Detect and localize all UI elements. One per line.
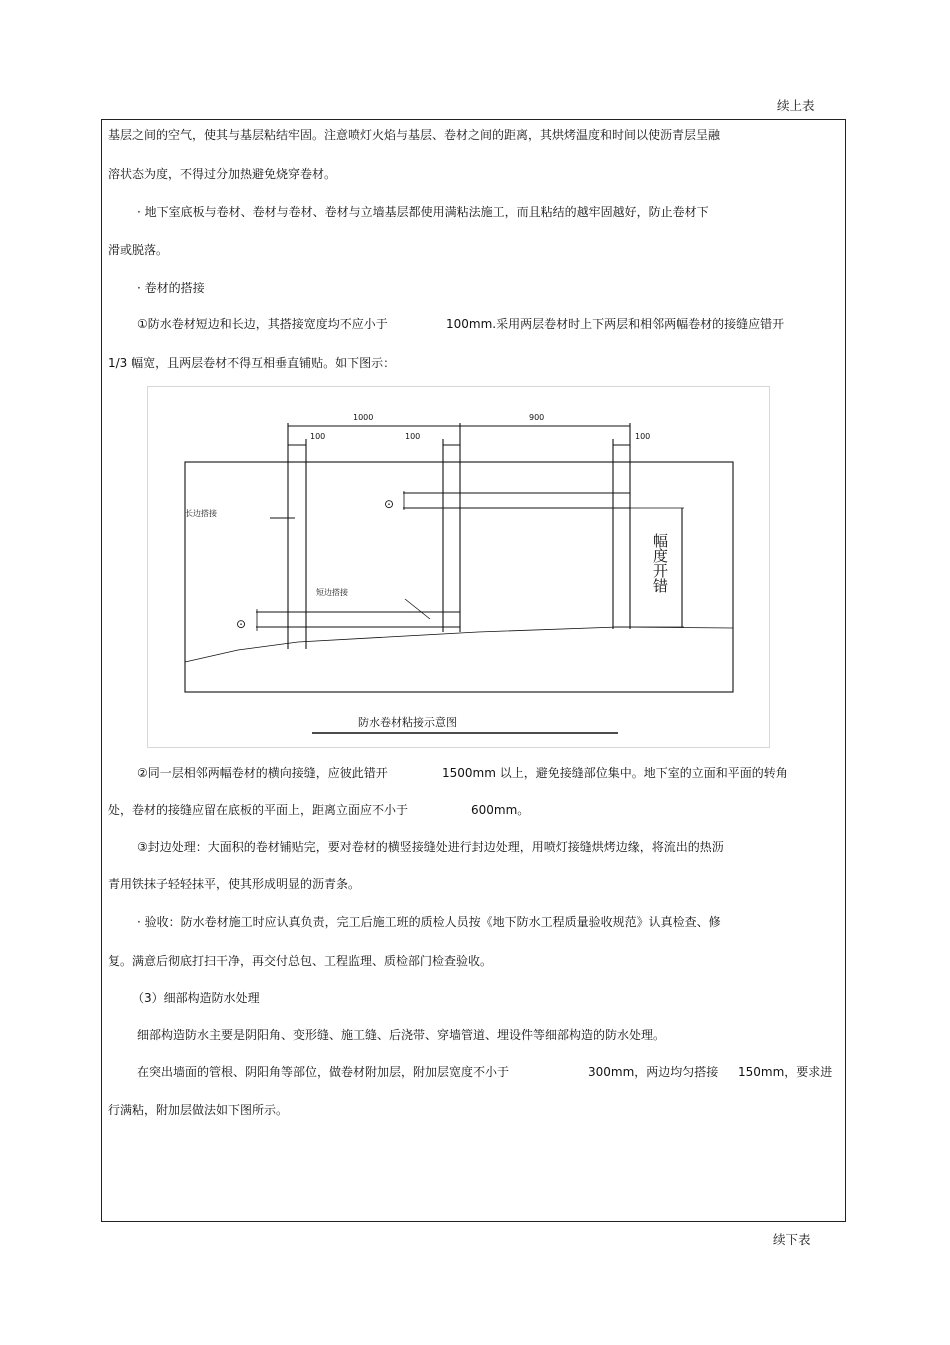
continued-to-label: 续下表 (773, 1232, 811, 1247)
slope-line (185, 627, 733, 662)
paragraph-line: 1/3 幅宽，且两层卷材不得互相垂直铺贴。如下图示： (108, 356, 396, 370)
bullet-line: · 地下室底板与卷材、卷材与卷材、卷材与立墙基层都使用满粘法施工，而且粘结的越牢固越好，防止卷材下 (137, 205, 709, 219)
dim-label-900: 900 (529, 413, 545, 422)
paragraph-line: ③封边处理：大面积的卷材铺贴完，要对卷材的横竖接缝处进行封边处理，用喷灯接缝烘烤边缘，将流出的热沥 (137, 840, 724, 854)
label-short-lap: 短边搭接 (316, 588, 348, 597)
label-long-lap: 长边搭接 (185, 509, 217, 518)
label-right-vertical: 幅度开错 (651, 533, 669, 593)
continued-from-label: 续上表 (777, 98, 815, 113)
paragraph-line: 600mm。 (471, 803, 530, 817)
paragraph-line: 青用铁抹子轻轻抹平，使其形成明显的沥青条。 (108, 877, 361, 891)
dim-label-100c: 100 (635, 432, 651, 441)
paragraph-line: 行满粘，附加层做法如下图所示。 (108, 1103, 289, 1117)
lap-mark-top: ⊙ (384, 497, 395, 511)
paragraph-line: 复。满意后彻底打扫干净，再交付总包、工程监理、质检部门检查验收。 (108, 954, 493, 968)
diagram-caption: 防水卷材粘接示意图 (358, 716, 457, 729)
diagram-svg (148, 387, 771, 749)
bullet-heading: · 卷材的搭接 (137, 281, 205, 295)
bullet-line: · 验收：防水卷材施工时应认真负责，完工后施工班的质检人员按《地下防水工程质量验收规范》认真检查、修 (137, 915, 721, 929)
lap-mark-bottom: ⊙ (236, 617, 247, 631)
paragraph-line: 基层之间的空气，使其与基层粘结牢固。注意喷灯火焰与基层、卷材之间的距离，其烘烤温度和时间以使沥青层呈融 (108, 128, 721, 142)
paragraph-line: 细部构造防水主要是阴阳角、变形缝、施工缝、后浇带、穿墙管道、埋设件等细部构造的防水处理。 (137, 1028, 666, 1042)
paragraph-line: 100mm.采用两层卷材时上下两层和相邻两幅卷材的接缝应错开 (446, 317, 785, 331)
section-heading: （3）细部构造防水处理 (132, 991, 260, 1005)
paragraph-line: ①防水卷材短边和长边，其搭接宽度均不应小于 (137, 317, 388, 331)
paragraph-line: 150mm，要求进 (738, 1065, 833, 1079)
dim-label-100b: 100 (405, 432, 421, 441)
paragraph-line: 溶状态为度，不得过分加热避免烧穿卷材。 (108, 167, 337, 181)
dim-label-100a: 100 (310, 432, 326, 441)
paragraph-line: ②同一层相邻两幅卷材的横向接缝，应彼此错开 (137, 766, 388, 780)
dim-label-1000: 1000 (353, 413, 374, 422)
leader-short-lap (405, 599, 430, 619)
membrane-lap-diagram (147, 386, 770, 748)
paragraph-line: 300mm，两边均匀搭接 (588, 1065, 719, 1079)
paragraph-line: 在突出墙面的管根、阴阳角等部位，做卷材附加层，附加层宽度不小于 (137, 1065, 510, 1079)
paragraph-line: 处，卷材的接缝应留在底板的平面上，距离立面应不小于 (108, 803, 409, 817)
paragraph-line: 滑或脱落。 (108, 243, 169, 257)
paragraph-line: 1500mm 以上，避免接缝部位集中。地下室的立面和平面的转角 (442, 766, 788, 780)
